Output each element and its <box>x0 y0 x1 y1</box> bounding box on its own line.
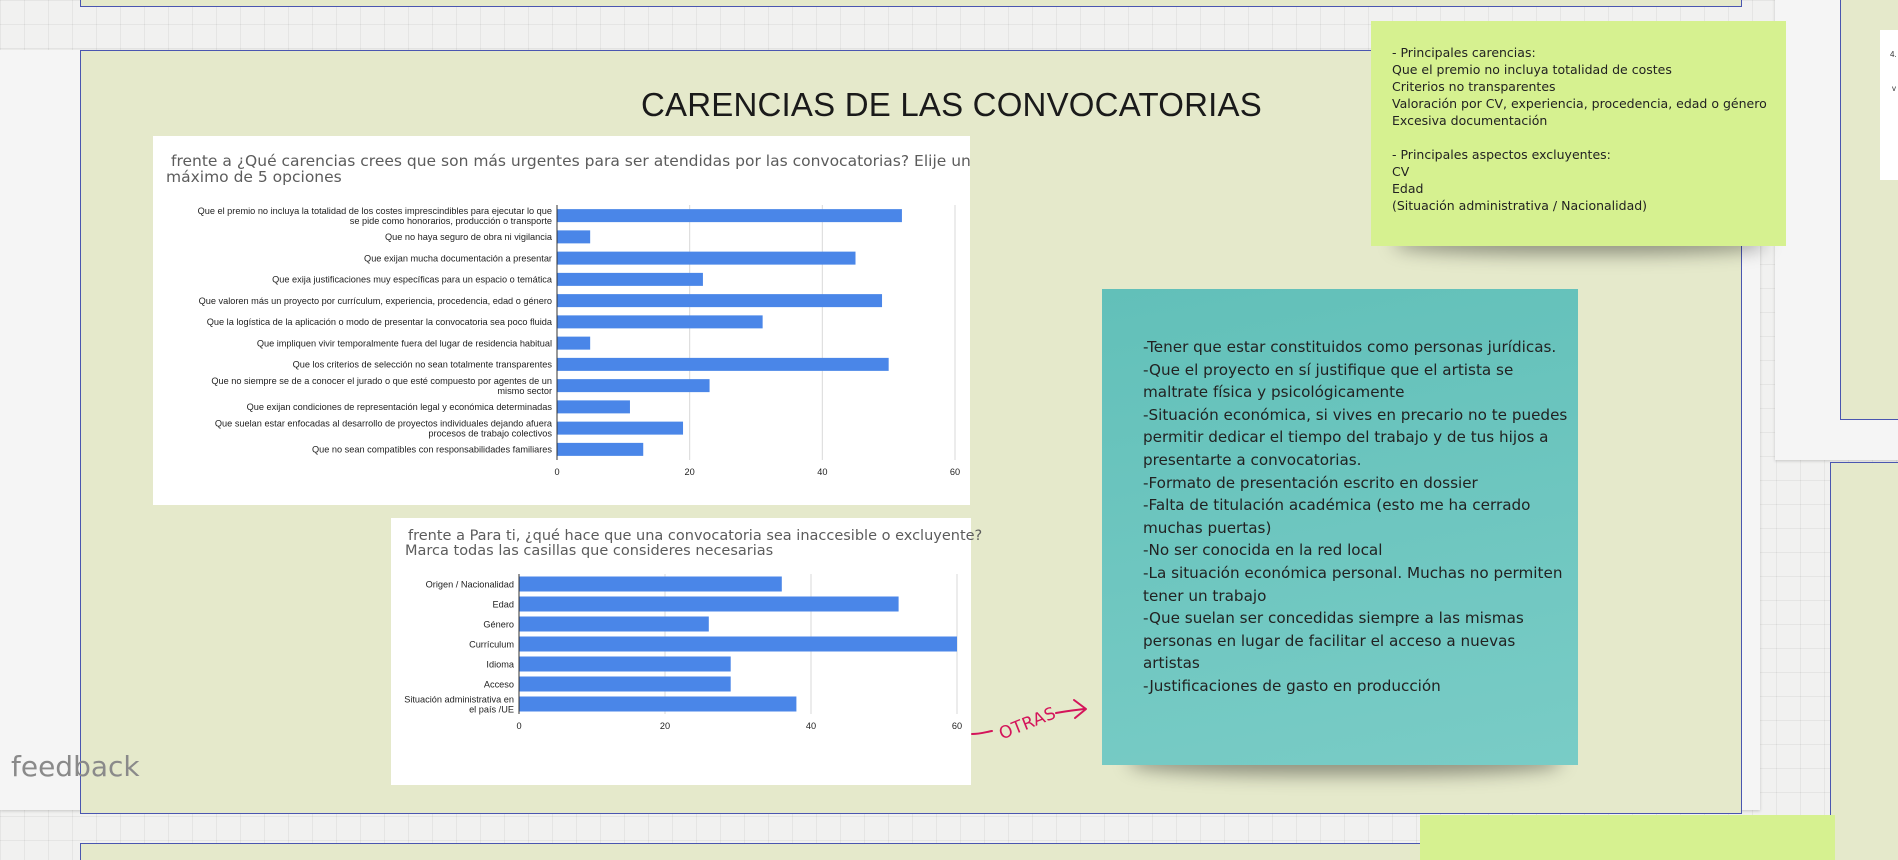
bar <box>519 697 796 712</box>
x-tick-label: 60 <box>951 721 963 731</box>
otras-arrow-icon[interactable] <box>960 690 1100 750</box>
bar <box>557 294 882 307</box>
chart-title <box>405 528 983 560</box>
right-white-note[interactable] <box>1880 30 1898 180</box>
category-label: se pide como honorarios, producción o transporte <box>349 215 552 226</box>
sticky-note-line: personas en lugar de facilitar el acceso a nuevas <box>1143 631 1516 650</box>
sticky-note-line: - Principales aspectos excluyentes: <box>1392 147 1611 162</box>
sticky-note-line: artistas <box>1143 654 1200 673</box>
bar <box>557 209 902 222</box>
sticky-note-line: -Justificaciones de gasto en producción <box>1143 676 1441 695</box>
bar <box>557 273 703 286</box>
x-tick-label: 0 <box>554 467 560 477</box>
sticky-note-line: -Que suelan ser concedidas siempre a las mismas <box>1143 609 1524 628</box>
bar <box>557 230 590 243</box>
x-tick-label: 60 <box>949 467 961 477</box>
chart-plot <box>153 136 970 505</box>
chart-carencias-urgentes[interactable] <box>153 136 970 505</box>
right-note-glyph: v <box>1892 84 1896 93</box>
category-label: Acceso <box>483 679 514 690</box>
bar <box>557 252 856 265</box>
category-label: Que exija justificaciones muy específicas para un espacio o temática <box>272 274 552 285</box>
sticky-note-line <box>1392 129 1786 146</box>
category-label: Que no haya seguro de obra ni vigilancia <box>384 232 552 243</box>
category-label: Origen / Nacionalidad <box>425 579 514 590</box>
sticky-note-green[interactable] <box>1371 21 1786 246</box>
category-label: Que exijan condiciones de representación legal y económica determinadas <box>246 402 552 413</box>
category-label: Que la logística de la aplicación o modo de presentar la convocatoria sea poco fluida <box>206 317 552 328</box>
sticky-note-line: (Situación administrativa / Nacionalidad) <box>1392 198 1648 213</box>
bar <box>557 379 710 392</box>
bar <box>557 315 763 328</box>
category-label: Que valoren más un proyecto por currículum, experiencia, procedencia, edad o género <box>198 295 552 306</box>
right-note-glyph: 4. <box>1890 50 1897 59</box>
sticky-note-line: presentarte a convocatorias. <box>1143 450 1362 469</box>
x-tick-label: 40 <box>817 467 828 477</box>
sticky-note-line: tener un trabajo <box>1143 586 1267 605</box>
bottom-green-sticky[interactable] <box>1420 815 1835 860</box>
category-label: Que el premio no incluya la totalidad de los costes imprescindibles para ejecutar lo que <box>197 205 552 216</box>
sticky-note-line: maltrate física y psicológicamente <box>1143 383 1405 402</box>
chart-title-line: máximo de 5 opciones <box>166 168 342 187</box>
x-tick-label: 20 <box>684 467 695 477</box>
category-label: Currículum <box>469 639 514 650</box>
category-label: el país /UE <box>469 704 514 715</box>
sticky-note-line: -Tener que estar constituidos como personas jurídicas. <box>1143 338 1557 356</box>
category-label: Que los criterios de selección no sean totalmente transparentes <box>292 359 552 370</box>
category-label: Que exijan mucha documentación a presentar <box>364 253 552 264</box>
category-label: Que no sean compatibles con responsabilidades familiares <box>311 444 552 455</box>
category-label: Situación administrativa en <box>404 694 514 705</box>
category-label: procesos de trabajo colectivos <box>428 428 552 439</box>
bar <box>557 400 630 413</box>
category-label: Que no siempre se de a conocer el jurado o que esté compuesto por agentes de un <box>211 375 552 386</box>
chart-inaccesible-excluyente[interactable] <box>391 518 983 785</box>
chart-title-line: frente a Para ti, ¿qué hace que una convocatoria sea inaccesible o excluyente? <box>408 528 983 544</box>
bar <box>519 657 731 672</box>
x-tick-label: 20 <box>659 721 671 731</box>
category-label: Género <box>483 619 514 630</box>
category-label: Que suelan estar enfocadas al desarrollo de proyectos individuales dejando afuera <box>214 418 552 429</box>
x-tick-label: 0 <box>516 721 522 731</box>
category-label: mismo sector <box>497 385 552 396</box>
sticky-note-line: Valoración por CV, experiencia, procedencia, edad o género <box>1392 96 1767 111</box>
top-frame[interactable] <box>80 0 1742 7</box>
category-label: Que impliquen vivir temporalmente fuera del lugar de residencia habitual <box>256 338 552 349</box>
feedback-label[interactable]: feedback <box>11 750 140 783</box>
sticky-note-line: Criterios no transparentes <box>1392 79 1556 94</box>
right-frame-bottom[interactable] <box>1830 462 1898 860</box>
board-title[interactable]: CARENCIAS DE LAS CONVOCATORIAS <box>641 86 1262 123</box>
bar <box>519 597 899 612</box>
sticky-note-line: - Principales carencias: <box>1392 45 1536 60</box>
sticky-note-line: Excesiva documentación <box>1392 113 1548 128</box>
category-label: Idioma <box>486 659 514 670</box>
chart-title-line: frente a ¿Qué carencias crees que son más urgentes para ser atendidas por las convocatorias? Elije un <box>171 152 971 170</box>
sticky-note-line: muchas puertas) <box>1143 518 1272 537</box>
bar <box>519 617 709 632</box>
sticky-note-line: -Que el proyecto en sí justifique que el artista se <box>1143 360 1514 379</box>
bar <box>557 443 643 456</box>
chart-title-line: Marca todas las casillas que consideres necesarias <box>405 543 774 560</box>
bar <box>557 337 590 350</box>
bar <box>519 677 731 692</box>
bar <box>557 358 889 371</box>
sticky-note-text <box>1392 44 1786 214</box>
otras-annotation[interactable]: OTRAS <box>996 703 1060 745</box>
sticky-note-text <box>1143 336 1578 698</box>
category-label: Edad <box>492 599 514 610</box>
bar <box>519 577 782 592</box>
sticky-note-line: -No ser conocida en la red local <box>1143 541 1383 560</box>
sticky-note-line: -La situación económica personal. Muchas no permiten <box>1143 563 1563 582</box>
x-tick-label: 40 <box>805 721 817 731</box>
chart-title <box>166 152 971 187</box>
sticky-note-line: CV <box>1392 164 1410 179</box>
sticky-note-teal[interactable] <box>1102 289 1578 765</box>
sticky-note-line: -Formato de presentación escrito en dossier <box>1143 473 1478 492</box>
sticky-note-line: permitir dedicar el tiempo del trabajo y de tus hijos a <box>1143 428 1549 447</box>
sticky-note-line: Que el premio no incluya totalidad de costes <box>1392 62 1672 77</box>
sticky-note-line: -Falta de titulación académica (esto me ha cerrado <box>1143 496 1531 515</box>
bar <box>557 422 683 435</box>
bar <box>519 637 957 652</box>
sticky-note-line: Edad <box>1392 181 1424 196</box>
sticky-note-line: -Situación económica, si vives en precario no te puedes <box>1143 405 1568 424</box>
